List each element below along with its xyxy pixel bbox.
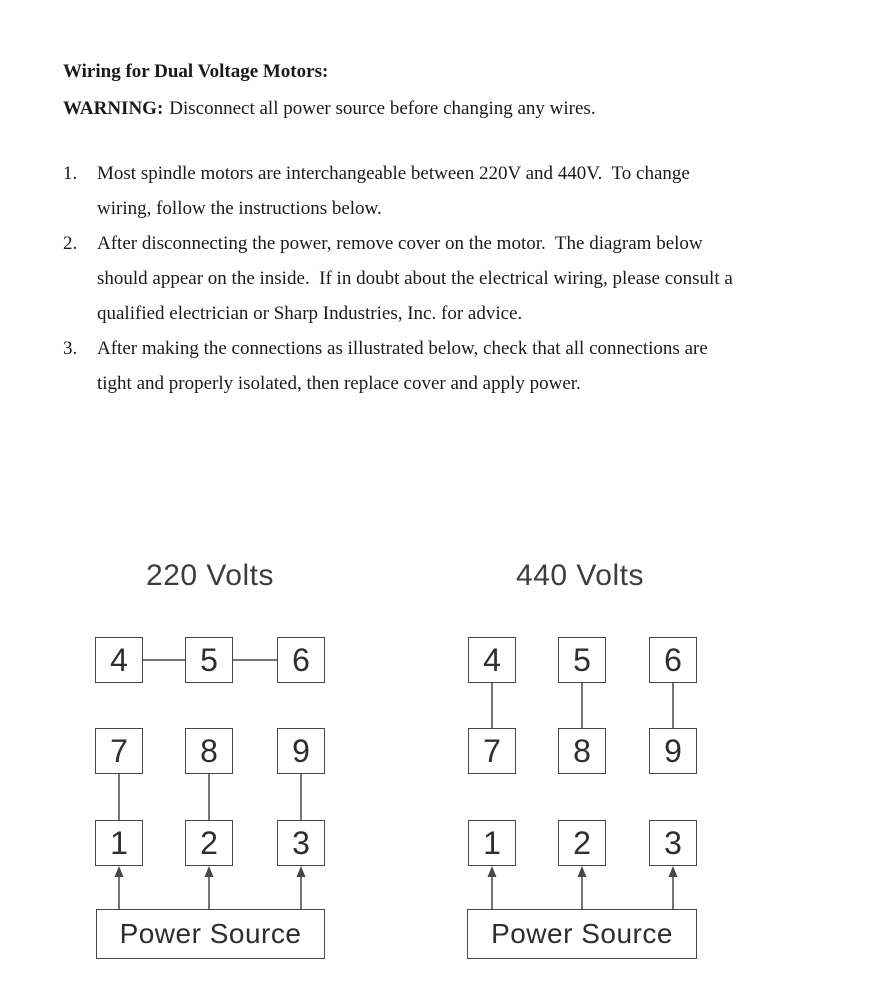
- warning-text: Disconnect all power source before changing any wires.: [169, 98, 596, 119]
- list-item-number: 1.: [63, 163, 78, 184]
- terminal-440-6: 6: [649, 637, 697, 683]
- terminal-440-3: 3: [649, 820, 697, 866]
- terminal-220-6: 6: [277, 637, 325, 683]
- power-source-box-220v: Power Source: [96, 909, 325, 959]
- diagram-title-440v: 440 Volts: [516, 559, 644, 592]
- terminal-220-9: 9: [277, 728, 325, 774]
- terminal-220-7: 7: [95, 728, 143, 774]
- diagram-220v: [80, 555, 340, 980]
- terminal-440-1: 1: [468, 820, 516, 866]
- list-item: [63, 156, 843, 226]
- list-item-line: tight and properly isolated, then replace cover and apply power.: [97, 373, 581, 394]
- list-item-line: wiring, follow the instructions below.: [97, 198, 382, 219]
- terminal-220-2: 2: [185, 820, 233, 866]
- terminal-440-5: 5: [558, 637, 606, 683]
- list-item-line: should appear on the inside. If in doubt about the electrical wiring, please consult a: [97, 268, 733, 289]
- terminal-220-1: 1: [95, 820, 143, 866]
- terminal-440-2: 2: [558, 820, 606, 866]
- list-item-number: 3.: [63, 338, 78, 359]
- diagram-440v: [450, 555, 710, 980]
- diagram-title-220v: 220 Volts: [146, 559, 274, 592]
- list-item: [63, 331, 843, 401]
- terminal-220-8: 8: [185, 728, 233, 774]
- list-item-line: After disconnecting the power, remove cover on the motor. The diagram below: [97, 233, 703, 254]
- terminal-220-4: 4: [95, 637, 143, 683]
- list-item-line: Most spindle motors are interchangeable between 220V and 440V. To change: [97, 163, 690, 184]
- list-item: [63, 226, 843, 331]
- terminal-440-8: 8: [558, 728, 606, 774]
- terminal-220-5: 5: [185, 637, 233, 683]
- terminal-440-7: 7: [468, 728, 516, 774]
- terminal-220-3: 3: [277, 820, 325, 866]
- list-item-number: 2.: [63, 233, 78, 254]
- list-item-line: After making the connections as illustrated below, check that all connections are: [97, 338, 708, 359]
- power-source-box-440v: Power Source: [467, 909, 697, 959]
- terminal-440-9: 9: [649, 728, 697, 774]
- list-item-line: qualified electrician or Sharp Industries, Inc. for advice.: [97, 303, 523, 324]
- page-title: Wiring for Dual Voltage Motors:: [63, 61, 329, 82]
- instruction-list: [63, 156, 843, 401]
- warning-line: [63, 96, 596, 122]
- terminal-440-4: 4: [468, 637, 516, 683]
- warning-label: WARNING:: [63, 98, 164, 119]
